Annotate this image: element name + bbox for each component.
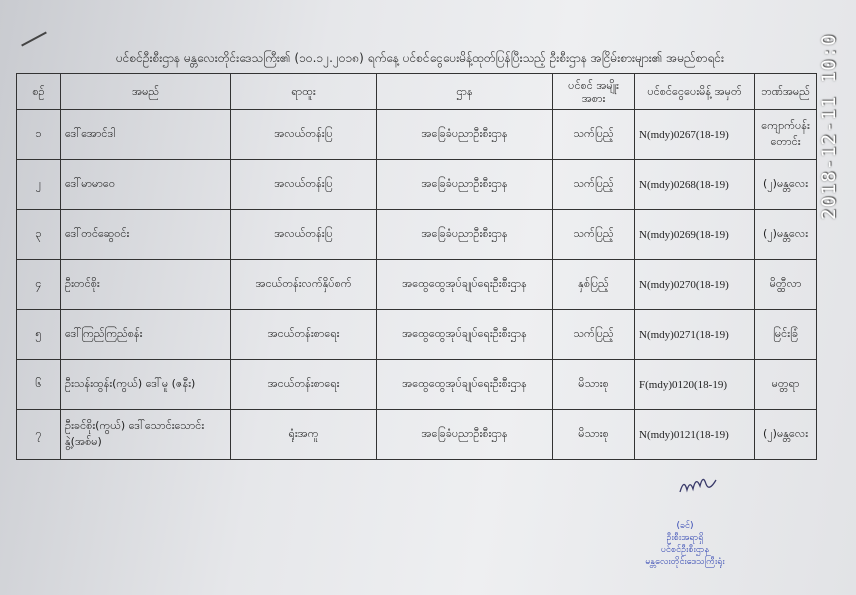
cell-position: အငယ်တန်းစာရေး <box>231 360 377 410</box>
cell-order-number: N(mdy)0268(18-19) <box>635 160 755 210</box>
cell-serial: ၄ <box>17 260 61 310</box>
pension-table <box>16 73 817 460</box>
cell-serial: ၅ <box>17 310 61 360</box>
cell-bank: မိတ္ထီလာ <box>755 260 817 310</box>
cell-name: ဒေါ်အောင်ဒါ <box>61 110 231 160</box>
seal-line: ဦးစီးအရာရှိ <box>666 533 704 543</box>
document-title: ပင်စင်ဦးစီးဌာန မန္တလေးတိုင်းဒေသကြီး၏ (၁၀.၁၂.၂၀၁၈) ရက်နေ့ ပင်စင်ငွေပေးမိန့်ထုတ်ပြန်ပြီးသည့် ဦးစီးဌာန အငြိမ်းစားများ၏ အမည်စာရင်း <box>115 51 725 65</box>
cell-department: အခြေခံပညာဦးစီးဌာန <box>377 210 553 260</box>
cell-name: ဒေါ်မာမာဝေ <box>61 160 231 210</box>
cell-name: ဒေါ်ကြည်ကြည်စန်း <box>61 310 231 360</box>
seal-line: (ခင်) <box>676 521 694 531</box>
cell-pension-type: သက်ပြည့် <box>553 210 635 260</box>
cell-name: ဦးတင်စိုး <box>61 260 231 310</box>
cell-order-number: F(mdy)0120(18-19) <box>635 360 755 410</box>
table-row <box>17 360 817 410</box>
cell-serial: ၆ <box>17 360 61 410</box>
date-stamp: 2018-12-11 10:0 <box>818 33 840 220</box>
cell-pension-type: သက်ပြည့် <box>553 160 635 210</box>
cell-serial: ၇ <box>17 410 61 460</box>
cell-bank: မတ္တရာ <box>755 360 817 410</box>
cell-order-number: N(mdy)0269(18-19) <box>635 210 755 260</box>
table-header-row <box>17 74 817 110</box>
cell-name: ဒေါ်တင်ဆွေဝင်း <box>61 210 231 260</box>
cell-order-number: N(mdy)0267(18-19) <box>635 110 755 160</box>
table-row <box>17 310 817 360</box>
cell-department: အခြေခံပညာဦးစီးဌာန <box>377 160 553 210</box>
cell-department: အထွေထွေအုပ်ချုပ်ရေးဦးစီးဌာန <box>377 360 553 410</box>
cell-serial: ၂ <box>17 160 61 210</box>
table-row <box>17 410 817 460</box>
cell-department: အခြေခံပညာဦးစီးဌာန <box>377 410 553 460</box>
table-row <box>17 210 817 260</box>
handwritten-signature <box>678 470 718 500</box>
table-row <box>17 110 817 160</box>
official-seal <box>600 520 770 568</box>
seal-line: ပင်စင်ဦးစီးဌာန <box>660 545 710 555</box>
cell-pension-type: မိသားစု <box>553 360 635 410</box>
cell-name: ဦးခင်စိုး(ကွယ်) ဒေါ်သောင်းသောင်းနွဲ့(အစ်မ) <box>61 410 231 460</box>
cell-department: အခြေခံပညာဦးစီးဌာန <box>377 110 553 160</box>
seal-line: မန္တလေးတိုင်းဒေသကြီးရုံး <box>645 557 725 567</box>
pen-mark <box>21 32 47 47</box>
col-header-position: ရာထူး <box>231 74 377 110</box>
cell-pension-type: သက်ပြည့် <box>553 310 635 360</box>
cell-bank: (၂)မန္တလေး <box>755 160 817 210</box>
cell-position: အလယ်တန်းပြ <box>231 110 377 160</box>
col-header-name: အမည် <box>61 74 231 110</box>
col-header-order-number: ပင်စင်ငွေပေးမိန့် အမှတ် <box>635 74 755 110</box>
cell-name: ဦးသန်းထွန်း(ကွယ်) ဒေါ်မူ (ဇနီး) <box>61 360 231 410</box>
cell-bank: (၂)မန္တလေး <box>755 410 817 460</box>
table-row <box>17 260 817 310</box>
cell-pension-type: သက်ပြည့် <box>553 110 635 160</box>
cell-order-number: N(mdy)0121(18-19) <box>635 410 755 460</box>
col-header-no: စဉ် <box>17 74 61 110</box>
cell-bank: ကျောက်ပန်း တောင်း <box>755 110 817 160</box>
cell-position: ရုံးအကူ <box>231 410 377 460</box>
cell-bank: (၂)မန္တလေး <box>755 210 817 260</box>
cell-serial: ၃ <box>17 210 61 260</box>
cell-pension-type: မိသားစု <box>553 410 635 460</box>
cell-pension-type: နှစ်ပြည့် <box>553 260 635 310</box>
cell-order-number: N(mdy)0270(18-19) <box>635 260 755 310</box>
col-header-bank: ဘဏ်အမည် <box>755 74 817 110</box>
cell-department: အထွေထွေအုပ်ချုပ်ရေးဦးစီးဌာန <box>377 310 553 360</box>
cell-serial: ၁ <box>17 110 61 160</box>
cell-position: အလယ်တန်းပြ <box>231 210 377 260</box>
cell-bank: မြင်းခြံ <box>755 310 817 360</box>
cell-department: အထွေထွေအုပ်ချုပ်ရေးဦးစီးဌာန <box>377 260 553 310</box>
cell-position: အလယ်တန်းပြ <box>231 160 377 210</box>
cell-position: အငယ်တန်းစာရေး <box>231 310 377 360</box>
cell-position: အငယ်တန်းလက်နှိပ်စက် <box>231 260 377 310</box>
cell-order-number: N(mdy)0271(18-19) <box>635 310 755 360</box>
col-header-pension-type: ပင်စင် အမျိုးအစား <box>553 74 635 110</box>
table-row <box>17 160 817 210</box>
col-header-department: ဌာန <box>377 74 553 110</box>
